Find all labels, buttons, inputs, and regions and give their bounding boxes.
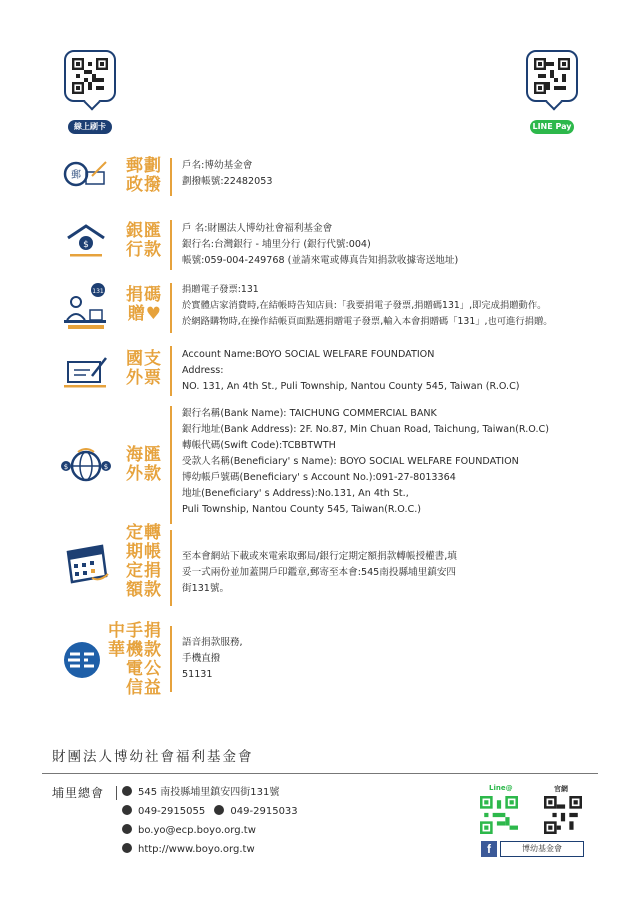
location-pin-icon — [122, 786, 132, 796]
linepay-qr-frame — [526, 50, 578, 102]
phone-title: 中手捐 華機款 電公 信益 — [108, 621, 162, 698]
card-payment-qr-code[interactable] — [72, 58, 108, 94]
intl-check-title: 國支 外票 — [126, 349, 162, 388]
code-divider — [170, 283, 172, 333]
fax-number: 049-2915033 — [230, 806, 298, 817]
heart-icon: ♥ — [145, 304, 162, 324]
svg-text:$: $ — [103, 463, 109, 471]
globe-transfer-icon — [60, 446, 112, 486]
periodic-title: 定轉 期帳 定捐 額款 — [126, 523, 162, 600]
website-line — [122, 840, 255, 859]
linepay-qr-code[interactable] — [534, 58, 570, 94]
bank-title: 銀匯 行款 — [126, 221, 162, 260]
phone-icon — [122, 805, 132, 815]
postal-divider — [170, 158, 172, 196]
linepay-badge[interactable]: LINE Pay — [530, 120, 574, 134]
phone-divider — [170, 626, 172, 692]
branch-divider — [116, 786, 117, 800]
postal-transfer-icon — [62, 156, 108, 192]
bank-divider — [170, 220, 172, 270]
svg-text:$: $ — [63, 463, 69, 471]
cashier-icon — [62, 282, 110, 332]
periodic-details: 至本會網站下載或來電索取郵局/銀行定期定額捐款轉帳授權書,填 妥一式兩份並加蓋開戶印鑑章,郵寄至本會:545南投縣埔里鎮安四 街131號。 — [182, 551, 457, 594]
code-title: 捐碼 贈♥ — [126, 285, 162, 324]
wire-details: 銀行名稱(Bank Name): TAICHUNG COMMERCIAL BANK 銀行地址(Bank Address): 2F. No.87, Min Chuan Road, Taichung, Taiwan(R.O.C) 轉帳代碼(Swift Code):TCBBTWTH 受款人名稱(Beneficiary' s Name): BOYO SOCIAL WELFARE FOUNDATION 博幼帳戶號碼(Beneficiary' s Account No.):091-27-8013364 地址(Beneficiary' s Address):No.131, An 4th St., Puli Township, Nantou County 545, Taiwan(R.O.C.) — [182, 408, 549, 515]
website-link[interactable]: http://www.boyo.org.tw — [138, 844, 255, 855]
code-details: 捐贈電子發票:131 於實體店家消費時,在結帳時告知店員:「我要捐電子發票,捐贈碼131」,即完成捐贈動作。 於網路購物時,在操作結帳頁面點選捐贈電子發票,輸入本會捐贈碼「131」,也可進行捐贈。 — [182, 284, 553, 327]
phone-details: 語音捐款服務, 手機直撥 51131 — [182, 637, 243, 680]
email-icon — [122, 824, 132, 834]
line-qr-code[interactable] — [480, 796, 518, 834]
card-payment-badge[interactable]: 線上刷卡 — [68, 120, 112, 134]
periodic-divider — [170, 530, 172, 606]
bank-details: 戶 名:財團法人博幼社會福利基金會 銀行名:台灣銀行 - 埔里分行 (銀行代號:004) 帳號:059-004-249768 (並請來電或傳真告知捐款收據寄送地址) — [182, 223, 459, 266]
intl-check-details: Account Name:BOYO SOCIAL WELFARE FOUNDATION Address: NO. 131, An 4th St., Puli Township, Nantou County 545, Taiwan (R.O.C) — [182, 349, 520, 392]
wire-divider — [170, 406, 172, 524]
organization-name: 財團法人博幼社會福利基金會 — [52, 749, 254, 765]
facebook-page-label[interactable]: 博幼基金會 — [500, 841, 584, 857]
wire-title: 海匯 外款 — [126, 445, 162, 484]
svg-text:$: $ — [83, 240, 89, 250]
chunghwa-telecom-logo — [62, 640, 102, 680]
website-qr-label: 官網 — [554, 785, 568, 793]
calendar-icon — [62, 542, 110, 586]
bank-icon — [64, 222, 108, 260]
tel-number[interactable]: 049-2915055 — [138, 806, 206, 817]
email-link[interactable]: bo.yo@ecp.boyo.org.tw — [138, 825, 256, 836]
line-qr-label: Line@ — [489, 784, 513, 792]
footer-rule — [42, 773, 598, 774]
facebook-icon[interactable]: f — [481, 841, 497, 857]
fax-icon — [214, 805, 224, 815]
phone-line — [122, 802, 298, 821]
svg-text:郵: 郵 — [71, 170, 81, 181]
card-payment-qr-frame — [64, 50, 116, 102]
address-line: 545 南投縣埔里鎮安四街131號 — [122, 783, 279, 802]
postal-details: 戶名:博幼基金會 劃撥帳號:22482053 — [182, 160, 273, 187]
svg-text:131: 131 — [92, 288, 104, 295]
email-line — [122, 821, 256, 840]
website-qr-code[interactable] — [544, 796, 582, 834]
intl-check-divider — [170, 346, 172, 396]
postal-title: 郵劃 政撥 — [126, 156, 162, 195]
web-icon — [122, 843, 132, 853]
branch-label: 埔里總會 — [52, 786, 105, 800]
check-icon — [62, 354, 110, 390]
